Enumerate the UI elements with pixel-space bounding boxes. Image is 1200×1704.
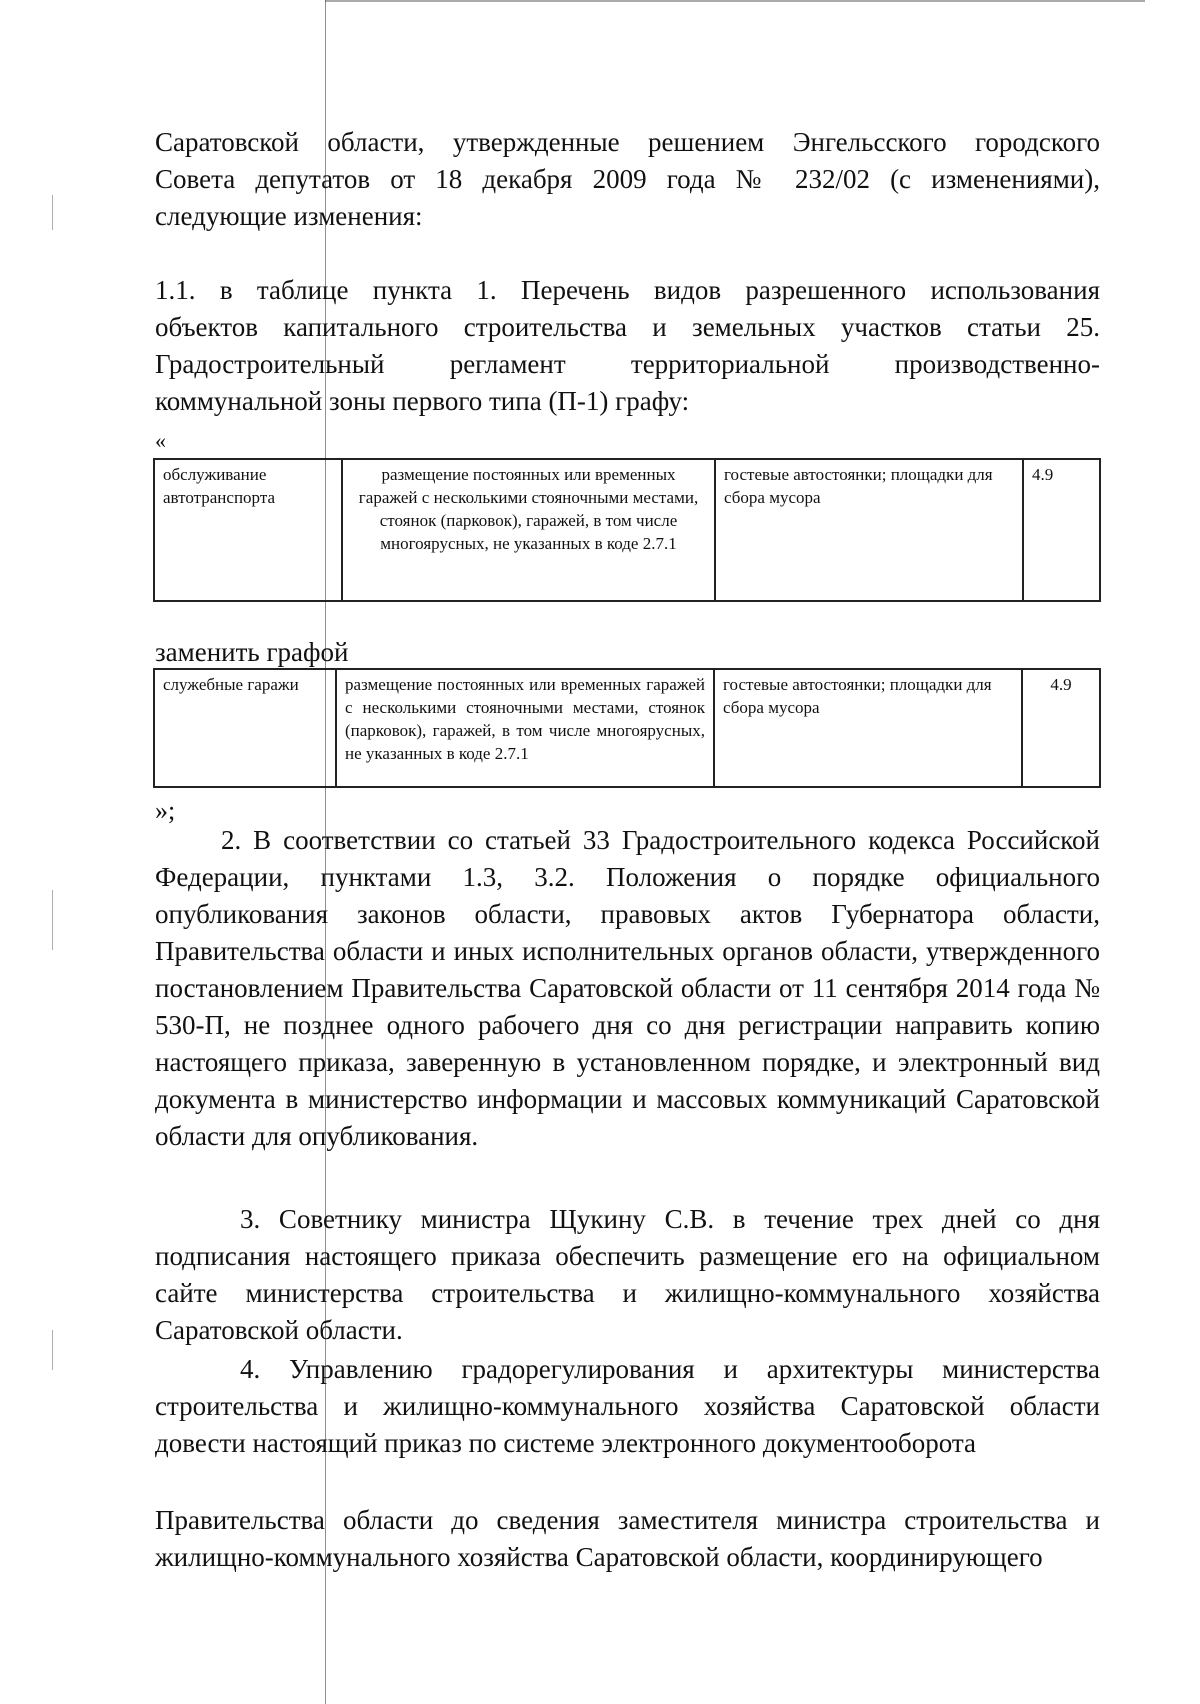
old-use-name-cell: обслуживание автотранспорта [154, 459, 342, 601]
item-1-1-line-3: Градостроительный регламент территориальной производственно- [155, 349, 1100, 379]
old-use-code-cell: 4.9 [1023, 459, 1100, 601]
new-use-name-cell: служебные гаражи [154, 669, 336, 787]
new-use-description-cell: размещение постоянных или временных гаражей с несколькими стояночными местами, стоянок (парковок), гаражей, в том числе многоярусных, не указанных в коде 2.7.1 [336, 669, 714, 787]
old-use-description-cell: размещение постоянных или временных гаражей с несколькими стояночными местами, стоянок (парковок), гаражей, в том числе многоярусных, не указанных в коде 2.7.1 [342, 459, 715, 601]
scan-margin-mark [52, 890, 53, 950]
item-3-paragraph: 3. Советнику министра Щукину С.В. в течение трех дней со дня подписания настоящего приказа обеспечить размещение его на официальном сайте министерства строительства и жилищно-коммунального хозяйства Саратовской области. [155, 1204, 1100, 1345]
item-1-1-line-4: коммунальной зоны первого типа (П-1) графу: [155, 386, 690, 416]
item-4-paragraph: 4. Управлению градорегулирования и архитектуры министерства строительства и жилищно-коммунального хозяйства Саратовской области довести настоящий приказ по системе электронного документооборота [155, 1354, 1100, 1458]
new-use-code-cell: 4.9 [1022, 669, 1100, 787]
continuation-paragraph: Правительства области до сведения заместителя министра строительства и жилищно-коммунального хозяйства Саратовской области, координирующего [155, 1505, 1100, 1572]
scan-top-edge [325, 0, 1145, 2]
old-row-table [153, 458, 1101, 602]
item-1-1-line-2: объектов капитального строительства и земельных участков статьи 25. [155, 312, 1100, 342]
replace-label: заменить графой [155, 637, 349, 667]
table-row [154, 669, 1100, 787]
item-2-paragraph: 2. В соответствии со статьей 33 Градостроительного кодекса Российской Федерации, пунктами 1.3, 3.2. Положения о порядке официального опубликования законов области, правовых актов Губернатора области, Правительства области и иных исполнительных органов области, утвержденного постановлением Правительства Саратовской области от 11 сентября 2014 года № 530-П, не позднее одного рабочего дня со дня регистрации направить копию настоящего приказа, заверенную в установленном порядке, и электронный вид документа в министерство информации и массовых коммуникаций Саратовской области для опубликования. [155, 825, 1100, 1151]
new-use-objects-cell: гостевые автостоянки; площадки для сбора мусора [714, 669, 1022, 787]
table-row [154, 459, 1100, 601]
item-1-1-line-1: 1.1. в таблице пункта 1. Перечень видов разрешенного использования [155, 275, 1100, 305]
intro-line-2: Совета депутатов от 18 декабря 2009 года № 232/02 (с изменениями), [155, 164, 1100, 194]
scan-margin-mark [52, 195, 53, 230]
close-quote: »; [155, 796, 176, 825]
old-use-objects-cell: гостевые автостоянки; площадки для сбора мусора [715, 459, 1023, 601]
intro-line-3: следующие изменения: [155, 201, 423, 231]
intro-line-1: Саратовской области, утвержденные решением Энгельсского городского [155, 127, 1100, 157]
open-quote: « [155, 428, 166, 453]
scan-margin-mark [52, 1330, 53, 1370]
new-row-table [153, 668, 1101, 788]
